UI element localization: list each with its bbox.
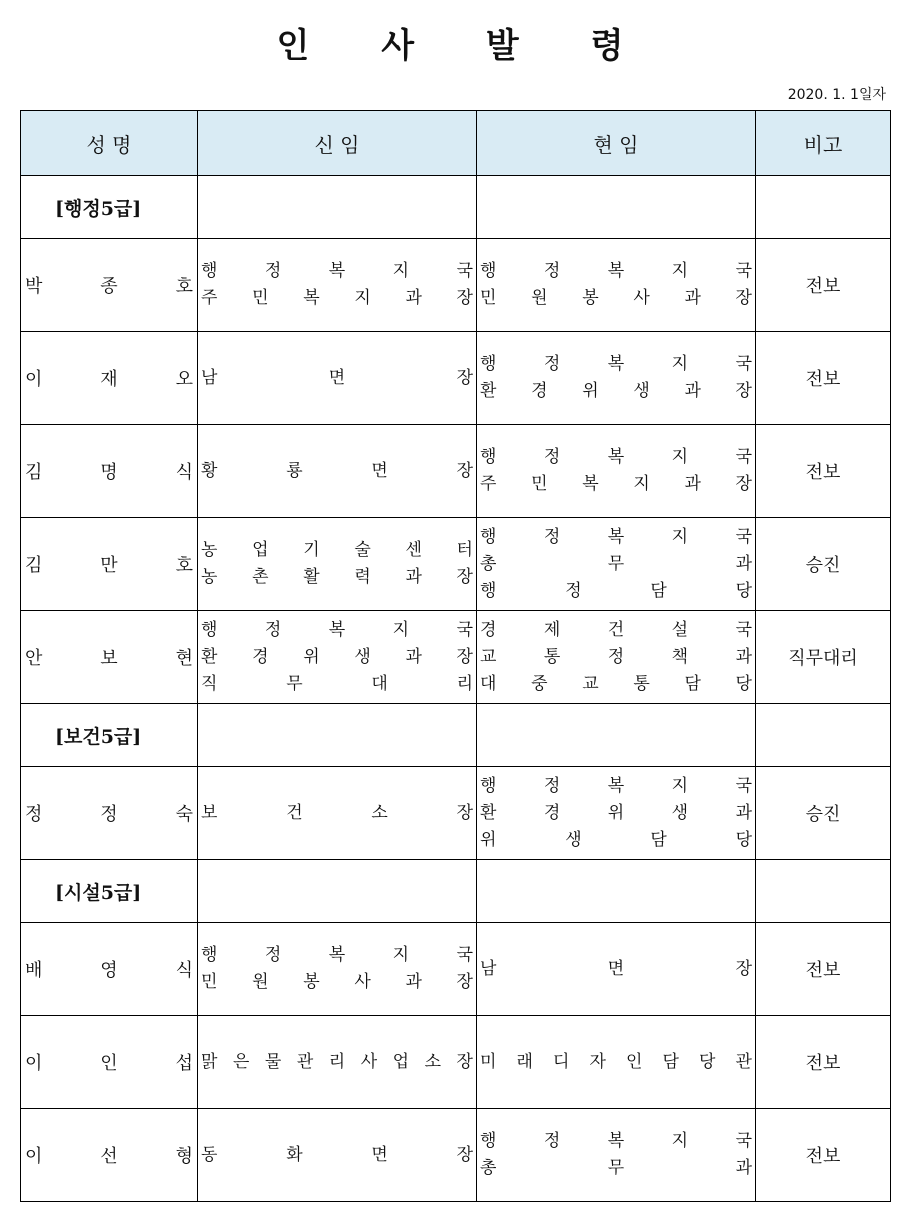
header-name: 성 명: [21, 111, 198, 176]
post-line: 행 정 담 당: [480, 580, 752, 601]
current-post-cell: [477, 425, 756, 518]
new-post: [198, 1142, 476, 1169]
post-line: 행 정 복 지 국: [480, 775, 752, 796]
new-post-cell: [198, 239, 477, 332]
post-line: 환 경 위 생 과: [480, 802, 752, 823]
note-cell: [756, 1109, 891, 1202]
current-post-cell: [477, 239, 756, 332]
post-line: 행 정 복 지 국: [201, 261, 473, 281]
post-line: 농 촌 활 력 과 장: [201, 567, 473, 587]
current-post: [477, 258, 755, 312]
name-cell: [21, 767, 198, 860]
note-text: 전보: [805, 276, 841, 297]
new-post: [198, 537, 476, 591]
current-post: [477, 524, 755, 605]
person-name: 이 인 섭: [25, 1053, 193, 1074]
table-row: [21, 239, 891, 332]
post-line: 민 원 봉 사 과 장: [480, 288, 752, 308]
current-post: [477, 773, 755, 854]
table-row: [21, 611, 891, 704]
person-name: 박 종 호: [25, 276, 193, 297]
person-name: 배 영 식: [25, 960, 193, 981]
new-post-cell: [198, 923, 477, 1016]
name-cell: [21, 1016, 198, 1109]
post-line: 민 원 봉 사 과 장: [201, 972, 473, 992]
person-name: 김 만 호: [25, 555, 193, 576]
current-post: [477, 1128, 755, 1182]
post-line: 남 면 장: [201, 367, 473, 388]
note-text: 전보: [805, 369, 841, 390]
current-post-cell: [477, 1016, 756, 1109]
note-cell: [756, 923, 891, 1016]
name-cell: [21, 332, 198, 425]
person-name: 안 보 현: [25, 648, 193, 669]
section-row: [21, 176, 891, 239]
current-post-cell: [477, 923, 756, 1016]
person-name: 정 정 숙: [25, 804, 193, 825]
empty-cell: [477, 176, 756, 239]
section-label-cell: [21, 176, 198, 239]
new-post-cell: [198, 767, 477, 860]
post-line: 주 민 복 지 과 장: [480, 474, 752, 494]
note-cell: [756, 1016, 891, 1109]
note-cell: [756, 518, 891, 611]
current-post-cell: [477, 767, 756, 860]
table-row: [21, 425, 891, 518]
table-row: [21, 1109, 891, 1202]
empty-cell: [477, 860, 756, 923]
post-line: 황 룡 면 장: [201, 460, 473, 481]
header-current-post: 현 임: [477, 111, 756, 176]
section-label: [시설5급]: [55, 881, 142, 904]
name-cell: [21, 425, 198, 518]
table-row: [21, 923, 891, 1016]
section-label: [행정5급]: [55, 197, 142, 220]
empty-cell: [756, 176, 891, 239]
section-row: [21, 704, 891, 767]
current-post-cell: [477, 611, 756, 704]
empty-cell: [756, 860, 891, 923]
new-post: [198, 1049, 476, 1076]
post-line: 주 민 복 지 과 장: [201, 288, 473, 308]
header-row: [21, 111, 891, 176]
post-line: 경 제 건 설 국: [480, 619, 752, 640]
current-post: [477, 1049, 755, 1076]
post-line: 총 무 과: [480, 553, 752, 574]
new-post-cell: [198, 425, 477, 518]
post-line: 직 무 대 리: [201, 673, 473, 694]
note-cell: [756, 611, 891, 704]
section-label-cell: [21, 704, 198, 767]
note-text: 전보: [805, 462, 841, 483]
name-cell: [21, 239, 198, 332]
name-cell: [21, 611, 198, 704]
post-line: 보 건 소 장: [201, 802, 473, 823]
note-text: 승진: [805, 804, 841, 825]
table-row: [21, 1016, 891, 1109]
empty-cell: [198, 176, 477, 239]
post-line: 미 래 디 자 인 담 당 관: [480, 1051, 752, 1072]
post-line: 행 정 복 지 국: [480, 354, 752, 374]
current-post: [477, 617, 755, 698]
note-text: 전보: [805, 1053, 841, 1074]
empty-cell: [756, 704, 891, 767]
header-new-post: 신 임: [198, 111, 477, 176]
post-line: 농 업 기 술 센 터: [201, 540, 473, 560]
note-text: 승진: [805, 555, 841, 576]
post-line: 행 정 복 지 국: [480, 447, 752, 467]
post-line: 환 경 위 생 과 장: [480, 381, 752, 401]
table-row: [21, 767, 891, 860]
post-line: 행 정 복 지 국: [201, 945, 473, 965]
person-name: 김 명 식: [25, 462, 193, 483]
post-line: 교 통 정 책 과: [480, 646, 752, 667]
personnel-order-table: [20, 110, 891, 1202]
person-name: 이 재 오: [25, 369, 193, 390]
empty-cell: [477, 704, 756, 767]
empty-cell: [198, 860, 477, 923]
table-row: [21, 518, 891, 611]
current-post: [477, 351, 755, 405]
note-text: 전보: [805, 1146, 841, 1167]
section-label-cell: [21, 860, 198, 923]
note-text: 직무대리: [788, 648, 858, 669]
person-name: 이 선 형: [25, 1146, 193, 1167]
post-line: 총 무 과: [480, 1158, 752, 1178]
new-post-cell: [198, 611, 477, 704]
post-line: 동 화 면 장: [201, 1144, 473, 1165]
name-cell: [21, 518, 198, 611]
section-label: [보건5급]: [55, 725, 142, 748]
new-post-cell: [198, 1016, 477, 1109]
note-text: 전보: [805, 960, 841, 981]
new-post: [198, 942, 476, 996]
new-post: [198, 617, 476, 698]
note-cell: [756, 332, 891, 425]
current-post-cell: [477, 1109, 756, 1202]
new-post: [198, 365, 476, 392]
post-line: 남 면 장: [480, 958, 752, 979]
current-post-cell: [477, 518, 756, 611]
new-post: [198, 458, 476, 485]
post-line: 맑 은 물 관 리 사 업 소 장: [201, 1051, 473, 1072]
new-post: [198, 800, 476, 827]
post-line: 환 경 위 생 과 장: [201, 646, 473, 667]
post-line: 대 중 교 통 담 당: [480, 673, 752, 694]
note-cell: [756, 425, 891, 518]
section-row: [21, 860, 891, 923]
new-post-cell: [198, 1109, 477, 1202]
post-line: 행 정 복 지 국: [480, 1131, 752, 1151]
post-line: 행 정 복 지 국: [480, 526, 752, 547]
post-line: 행 정 복 지 국: [201, 619, 473, 640]
effective-date: 2020. 1. 1일자: [787, 87, 886, 103]
page-title: 인 사 발 령: [276, 26, 654, 66]
post-line: 위 생 담 당: [480, 829, 752, 850]
current-post-cell: [477, 332, 756, 425]
note-cell: [756, 767, 891, 860]
table-row: [21, 332, 891, 425]
new-post-cell: [198, 332, 477, 425]
name-cell: [21, 1109, 198, 1202]
header-note: 비고: [756, 111, 891, 176]
current-post: [477, 444, 755, 498]
new-post: [198, 258, 476, 312]
post-line: 행 정 복 지 국: [480, 261, 752, 281]
note-cell: [756, 239, 891, 332]
name-cell: [21, 923, 198, 1016]
current-post: [477, 956, 755, 983]
empty-cell: [198, 704, 477, 767]
new-post-cell: [198, 518, 477, 611]
